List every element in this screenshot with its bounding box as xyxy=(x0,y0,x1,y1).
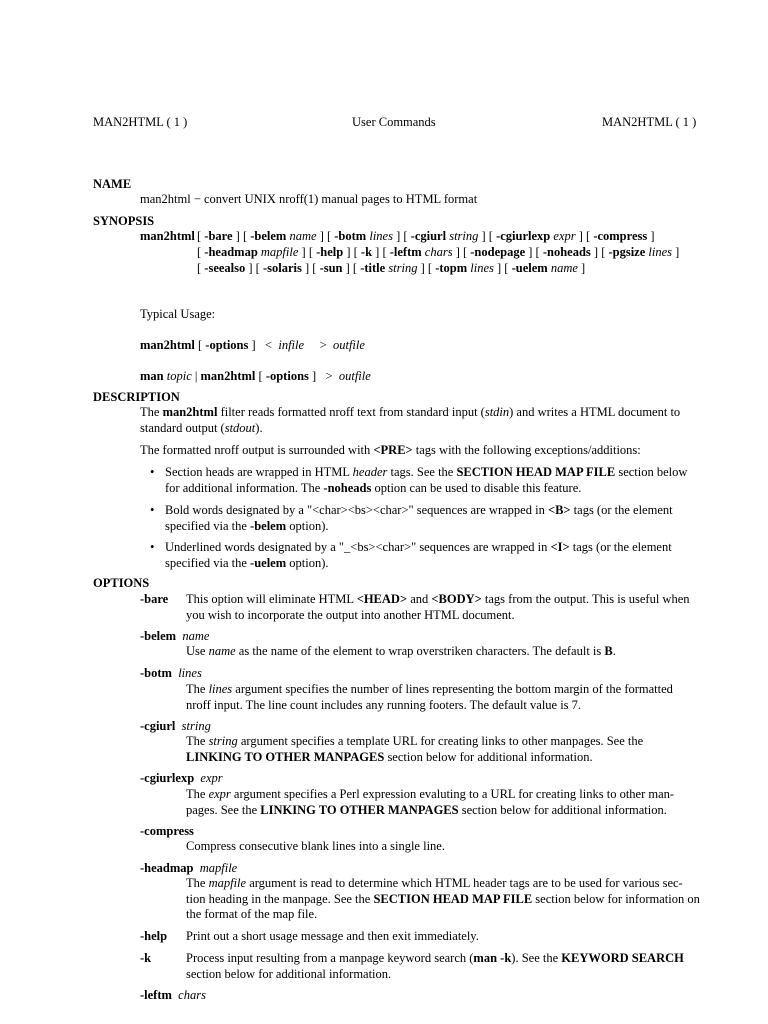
text-run: Compress consecutive blank lines into a single line. xyxy=(186,839,445,853)
option-belem-description xyxy=(186,644,700,660)
bold-term: -headmap xyxy=(204,245,258,259)
italic-term: chars xyxy=(421,245,453,259)
text-run: as the name of the element to wrap overstriken characters. The default is xyxy=(235,644,605,658)
text-run: ] < xyxy=(248,338,279,352)
text-run: and xyxy=(407,592,432,606)
text-run: Use xyxy=(186,644,209,658)
bold-term: -sun xyxy=(319,261,343,275)
option-k-description xyxy=(186,951,700,982)
text-run: ] xyxy=(647,229,655,243)
text-run: [ xyxy=(197,245,205,259)
text-run: section below for additional information. xyxy=(458,802,667,817)
bold-term: <PRE> xyxy=(373,443,413,457)
bold-term: B xyxy=(604,644,613,658)
text-run: ] xyxy=(577,261,586,275)
section-heading-options: OPTIONS xyxy=(93,576,150,590)
italic-term: outfile xyxy=(332,338,365,352)
bold-term: -noheads xyxy=(542,245,591,259)
text-run: ] [ xyxy=(525,245,543,259)
option-cgiurlexp-description xyxy=(186,787,700,818)
text-run: ] [ xyxy=(301,261,320,275)
option-compress-description xyxy=(186,839,700,855)
bold-term: man -k xyxy=(473,951,512,965)
text-run: Print out a short usage message and then exit immediately. xyxy=(186,929,479,943)
section-heading-name: NAME xyxy=(93,177,132,191)
text-run: tags (or the element specified via the xyxy=(165,503,673,533)
text-run: > xyxy=(304,338,333,352)
italic-term: outfile xyxy=(338,369,371,383)
usage-example-1 xyxy=(140,338,365,354)
text-run: section below for additional information. xyxy=(186,966,392,981)
bold-term: SECTION HEAD MAP FILE xyxy=(373,891,533,906)
bold-term: -uelem xyxy=(250,555,287,570)
text-run: | xyxy=(191,369,201,383)
bold-term: -nodepage xyxy=(470,245,526,259)
italic-term: topic xyxy=(163,369,192,383)
option-k-name: -k xyxy=(140,951,152,965)
text-run: argument is read to determine which HTML header tags are to be used for various sec-tion heading in the manpage. See the xyxy=(186,876,683,906)
text-run: ] [ xyxy=(372,245,390,259)
text-run: option can be used to disable this feature. xyxy=(371,480,582,495)
bold-term: -options xyxy=(265,369,309,383)
text-run: section below for additional information. xyxy=(384,749,593,764)
bullet-marker: • xyxy=(150,503,155,517)
bold-term: man2html xyxy=(140,338,195,352)
text-run: The formatted nroff output is surrounded with xyxy=(140,443,374,457)
text-run: argument specifies the number of lines representing the bottom margin of the formatted nroff input. The line count includes any running footers. The default value is 7. xyxy=(186,682,673,712)
header-center: User Commands xyxy=(352,115,436,129)
text-run: The xyxy=(140,405,163,419)
text-run: ] [ xyxy=(342,261,361,275)
bold-term: -topm xyxy=(435,261,468,275)
text-run: ] xyxy=(672,245,680,259)
text-run: section below for additional information. The xyxy=(165,465,688,495)
text-run: filter reads formatted nroff text from standard input ( xyxy=(217,405,485,419)
option-help-description xyxy=(186,929,700,945)
synopsis-line-3 xyxy=(197,261,585,277)
italic-term: expr xyxy=(550,229,576,243)
italic-term: expr xyxy=(208,787,231,801)
text-run: [ xyxy=(194,338,206,352)
option-bare-description xyxy=(186,592,700,623)
bold-term: -belem xyxy=(250,518,287,533)
name-description: man2html − convert UNIX nroff(1) manual pages to HTML format xyxy=(140,192,478,206)
option-cgiurl-name: -cgiurl string xyxy=(140,719,211,733)
bullet-item xyxy=(165,503,700,534)
bullet-item xyxy=(165,465,700,496)
text-run: Process input resulting from a manpage keyword search ( xyxy=(186,951,474,965)
bold-term: -k xyxy=(360,245,373,259)
text-run: [ xyxy=(197,261,205,275)
text-run: [ xyxy=(197,229,205,243)
bold-term: -solaris xyxy=(262,261,302,275)
option-botm-description xyxy=(186,682,700,713)
text-run: ] [ xyxy=(478,229,497,243)
text-run: ] [ xyxy=(392,229,411,243)
text-run: tags with the following exceptions/additions: xyxy=(412,443,641,457)
option-headmap-name: -headmap mapfile xyxy=(140,861,238,875)
bold-term: -noheads xyxy=(323,480,372,495)
bold-term: <I> xyxy=(550,540,570,554)
italic-term: name xyxy=(286,229,317,243)
bold-term: SECTION HEAD MAP FILE xyxy=(456,465,616,479)
option-leftm-name: -leftm chars xyxy=(140,988,206,1002)
bold-term: -leftm xyxy=(389,245,422,259)
option-headmap-description xyxy=(186,876,700,923)
bold-term: -compress xyxy=(593,229,648,243)
text-run: The xyxy=(186,787,209,801)
bold-term: man2html xyxy=(200,369,256,383)
bold-term: -cgiurl xyxy=(410,229,447,243)
text-run: option). xyxy=(286,518,329,533)
text-run: ] [ xyxy=(493,261,512,275)
text-run: ). xyxy=(255,420,263,435)
option-belem-name: -belem name xyxy=(140,629,210,643)
text-run: section below for information on the format of the map file. xyxy=(186,891,700,921)
text-run: argument specifies a Perl expression evaluting to a URL for creating links to other man-pages. See the xyxy=(186,787,675,817)
italic-term: name xyxy=(208,644,236,658)
text-run: Underlined words designated by a "_<bs><char>" sequences are wrapped in xyxy=(165,540,551,554)
text-run: ). See the xyxy=(511,951,562,965)
text-run: ] [ xyxy=(417,261,436,275)
italic-term: name xyxy=(547,261,578,275)
italic-term: lines xyxy=(467,261,494,275)
text-run: ] > xyxy=(308,369,339,383)
italic-term: stdin xyxy=(484,405,510,419)
header-right: MAN2HTML ( 1 ) xyxy=(602,115,697,129)
bold-term: LINKING TO OTHER MANPAGES xyxy=(260,802,459,817)
text-run: This option will eliminate HTML xyxy=(186,592,357,606)
option-compress-name: -compress xyxy=(140,824,194,838)
text-run: ] [ xyxy=(575,229,594,243)
text-run: ] [ xyxy=(298,245,317,259)
bold-term: <B> xyxy=(547,503,571,517)
italic-term: infile xyxy=(278,338,305,352)
text-run: tags (or the element specified via the xyxy=(165,540,672,570)
bullet-marker: • xyxy=(150,540,155,554)
text-run: ] [ xyxy=(316,229,335,243)
text-run: ] [ xyxy=(452,245,471,259)
text-run: . xyxy=(612,644,616,658)
text-run: ] [ xyxy=(245,261,263,275)
text-run: Bold words designated by a "<char><bs><char>" sequences are wrapped in xyxy=(165,503,548,517)
description-paragraph-1 xyxy=(140,405,700,436)
option-botm-name: -botm lines xyxy=(140,666,202,680)
italic-term: string xyxy=(385,261,418,275)
option-cgiurl-description xyxy=(186,734,700,765)
bold-term: -belem xyxy=(250,229,287,243)
bold-term: man2html xyxy=(162,405,218,419)
italic-term: header xyxy=(352,465,388,479)
bold-term: -bare xyxy=(204,229,233,243)
description-paragraph-2 xyxy=(140,443,700,459)
text-run: The xyxy=(186,734,209,748)
bullet-marker: • xyxy=(150,465,155,479)
text-run: ] [ xyxy=(590,245,609,259)
synopsis-line-2 xyxy=(197,245,679,261)
bold-term: <HEAD> xyxy=(356,592,408,606)
bullet-item xyxy=(165,540,700,571)
synopsis-line-1 xyxy=(197,229,655,245)
bold-term: -uelem xyxy=(511,261,548,275)
italic-term: mapfile xyxy=(208,876,247,890)
text-run: Section heads are wrapped in HTML xyxy=(165,465,353,479)
bold-term: -pgsize xyxy=(608,245,646,259)
synopsis-command: man2html xyxy=(140,229,195,243)
text-run: tags from the output. This is useful when you wish to incorporate the output into another HTML document. xyxy=(186,592,690,622)
header-left: MAN2HTML ( 1 ) xyxy=(93,115,188,129)
text-run: ) and writes a HTML document to standard output ( xyxy=(140,405,681,435)
text-run: The xyxy=(186,682,209,696)
bold-term: <BODY> xyxy=(431,592,482,606)
italic-term: lines xyxy=(645,245,673,259)
usage-example-2 xyxy=(140,369,371,385)
bold-term: -options xyxy=(205,338,249,352)
text-run: ] [ xyxy=(343,245,361,259)
bold-term: LINKING TO OTHER MANPAGES xyxy=(186,749,385,764)
text-run: ] [ xyxy=(232,229,251,243)
text-run: option). xyxy=(286,555,329,570)
italic-term: stdout xyxy=(224,420,256,435)
option-cgiurlexp-name: -cgiurlexp expr xyxy=(140,771,223,785)
typical-usage-label: Typical Usage: xyxy=(140,307,216,321)
section-heading-synopsis: SYNOPSIS xyxy=(93,214,155,228)
text-run: The xyxy=(186,876,209,890)
bold-term: -botm xyxy=(334,229,367,243)
bold-term: KEYWORD SEARCH xyxy=(561,951,684,965)
italic-term: string xyxy=(446,229,479,243)
text-run: [ xyxy=(255,369,266,383)
bold-term: -seealso xyxy=(204,261,246,275)
italic-term: string xyxy=(208,734,238,748)
italic-term: lines xyxy=(366,229,393,243)
bold-term: -cgiurlexp xyxy=(496,229,551,243)
text-run: tags. See the xyxy=(387,465,457,479)
italic-term: mapfile xyxy=(257,245,299,259)
bold-term: -title xyxy=(360,261,386,275)
option-bare-name: -bare xyxy=(140,592,169,606)
text-run: argument specifies a template URL for creating links to other manpages. See the xyxy=(237,734,644,748)
bold-term: -help xyxy=(316,245,344,259)
italic-term: lines xyxy=(208,682,233,696)
option-help-name: -help xyxy=(140,929,168,943)
bold-term: man xyxy=(140,369,164,383)
section-heading-description: DESCRIPTION xyxy=(93,390,180,404)
